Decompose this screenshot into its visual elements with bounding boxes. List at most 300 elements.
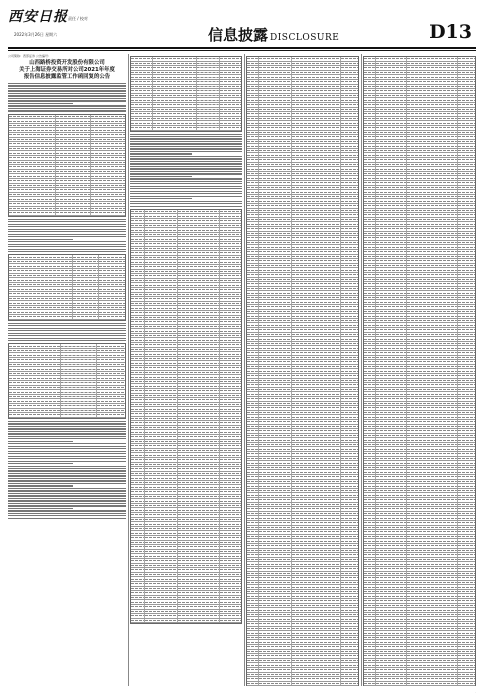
table-cell	[9, 395, 61, 399]
table-cell	[292, 144, 341, 148]
table-cell	[56, 188, 91, 192]
table-cell	[131, 112, 153, 116]
table-cell	[364, 305, 376, 309]
table-cell	[376, 668, 407, 672]
table-cell	[458, 388, 475, 392]
table-cell	[458, 507, 475, 511]
table-cell	[247, 443, 259, 447]
table-cell	[292, 663, 341, 667]
table-cell	[458, 204, 475, 208]
table-cell	[259, 163, 292, 167]
table-cell	[458, 452, 475, 456]
table-cell	[292, 121, 341, 125]
table-cell	[376, 604, 407, 608]
table-cell	[458, 351, 475, 355]
table-cell	[458, 457, 475, 461]
table-cell	[376, 392, 407, 396]
table-cell	[292, 553, 341, 557]
table-cell	[259, 457, 292, 461]
table-cell	[178, 495, 220, 499]
table-cell	[56, 179, 91, 183]
table-cell	[178, 352, 220, 356]
table-cell	[220, 98, 241, 102]
table-cell	[292, 314, 341, 318]
table-cell	[220, 513, 241, 517]
table-cell	[407, 314, 458, 318]
table-cell	[131, 279, 145, 283]
table-cell	[145, 375, 178, 379]
table-cell	[292, 135, 341, 139]
table-cell	[178, 334, 220, 338]
table-cell	[145, 495, 178, 499]
table-cell	[259, 622, 292, 626]
table-cell	[458, 415, 475, 419]
table-cell	[407, 682, 458, 686]
table-cell	[341, 544, 358, 548]
table-cell	[407, 163, 458, 167]
table-cell	[376, 365, 407, 369]
table-cell	[292, 512, 341, 516]
table-cell	[259, 333, 292, 337]
table-cell	[145, 467, 178, 471]
table-cell	[292, 291, 341, 295]
table-cell	[458, 627, 475, 631]
table-cell	[376, 608, 407, 612]
table-cell	[56, 161, 91, 165]
table-cell	[178, 325, 220, 329]
table-cell	[292, 140, 341, 144]
table-cell	[458, 549, 475, 553]
table-cell	[131, 467, 145, 471]
table-cell	[259, 654, 292, 658]
table-cell	[91, 193, 125, 197]
table-cell	[145, 504, 178, 508]
table-cell	[247, 264, 259, 268]
table-cell	[247, 319, 259, 323]
table-cell	[145, 472, 178, 476]
table-cell	[341, 369, 358, 373]
text-line	[8, 436, 126, 437]
table-cell	[376, 199, 407, 203]
table-cell	[407, 356, 458, 360]
text-line	[130, 151, 242, 152]
table-cell	[292, 461, 341, 465]
data-table	[8, 254, 126, 320]
table-cell	[341, 608, 358, 612]
table-cell	[61, 395, 96, 399]
table-cell	[153, 126, 197, 130]
table-cell	[247, 314, 259, 318]
table-cell	[259, 581, 292, 585]
table-cell	[220, 531, 241, 535]
table-cell	[376, 62, 407, 66]
table-cell	[247, 163, 259, 167]
table-cell	[197, 112, 219, 116]
data-table	[8, 343, 126, 419]
table-cell	[247, 333, 259, 337]
table-cell	[220, 366, 241, 370]
table-cell	[364, 218, 376, 222]
table-cell	[407, 66, 458, 70]
table-cell	[220, 577, 241, 581]
table-cell	[131, 224, 145, 228]
table-cell	[247, 236, 259, 240]
table-cell	[178, 490, 220, 494]
table-cell	[247, 259, 259, 263]
text-line	[130, 163, 242, 164]
table-cell	[407, 498, 458, 502]
table-cell	[259, 498, 292, 502]
table-cell	[220, 302, 241, 306]
table-cell	[247, 144, 259, 148]
text-line	[8, 498, 126, 499]
table-cell	[145, 453, 178, 457]
table-cell	[178, 463, 220, 467]
table-cell	[220, 394, 241, 398]
table-cell	[292, 668, 341, 672]
table-cell	[364, 438, 376, 442]
table-cell	[376, 112, 407, 116]
table-cell	[220, 380, 241, 384]
table-cell	[131, 412, 145, 416]
table-cell	[292, 328, 341, 332]
table-cell	[341, 457, 358, 461]
table-cell	[407, 512, 458, 516]
table-cell	[407, 365, 458, 369]
table-cell	[220, 66, 241, 70]
table-cell	[376, 567, 407, 571]
table-cell	[259, 282, 292, 286]
table-cell	[197, 57, 219, 61]
table-cell	[407, 480, 458, 484]
table-cell	[458, 447, 475, 451]
table-cell	[178, 476, 220, 480]
table-cell	[131, 463, 145, 467]
table-cell	[407, 121, 458, 125]
table-cell	[247, 103, 259, 107]
table-cell	[56, 211, 91, 215]
table-cell	[292, 163, 341, 167]
table-cell	[364, 530, 376, 534]
table-cell	[458, 296, 475, 300]
table-cell	[292, 420, 341, 424]
table-cell	[91, 156, 125, 160]
table-cell	[341, 351, 358, 355]
table-cell	[341, 572, 358, 576]
table-cell	[292, 305, 341, 309]
table-cell	[247, 503, 259, 507]
table-cell	[341, 360, 358, 364]
table-cell	[9, 147, 56, 151]
table-cell	[364, 617, 376, 621]
table-cell	[259, 167, 292, 171]
table-cell	[247, 682, 259, 686]
table-cell	[376, 360, 407, 364]
table-cell	[292, 218, 341, 222]
table-cell	[131, 237, 145, 241]
table-cell	[364, 213, 376, 217]
table-cell	[145, 283, 178, 287]
table-cell	[341, 227, 358, 231]
table-cell	[178, 550, 220, 554]
table-cell	[341, 278, 358, 282]
text-line	[130, 148, 242, 149]
table-cell	[341, 549, 358, 553]
table-cell	[376, 204, 407, 208]
text-line	[8, 226, 126, 227]
table-cell	[131, 564, 145, 568]
table-cell	[153, 121, 197, 125]
table-cell	[145, 270, 178, 274]
table-cell	[292, 57, 341, 61]
table-cell	[247, 186, 259, 190]
table-cell	[131, 573, 145, 577]
table-cell	[458, 236, 475, 240]
table-cell	[292, 232, 341, 236]
table-cell	[292, 167, 341, 171]
table-cell	[247, 663, 259, 667]
table-cell	[197, 85, 219, 89]
table-cell	[220, 80, 241, 84]
table-cell	[292, 631, 341, 635]
table-cell	[131, 233, 145, 237]
table-cell	[9, 197, 56, 201]
table-cell	[153, 66, 197, 70]
table-cell	[292, 466, 341, 470]
table-cell	[292, 457, 341, 461]
table-cell	[407, 392, 458, 396]
table-cell	[376, 140, 407, 144]
table-cell	[178, 518, 220, 522]
table-cell	[61, 372, 96, 376]
table-cell	[247, 512, 259, 516]
table-cell	[376, 544, 407, 548]
table-cell	[458, 227, 475, 231]
table-cell	[259, 204, 292, 208]
table-cell	[341, 62, 358, 66]
table-cell	[341, 80, 358, 84]
table-cell	[56, 151, 91, 155]
table-cell	[407, 186, 458, 190]
table-cell	[458, 163, 475, 167]
table-cell	[220, 541, 241, 545]
table-cell	[376, 89, 407, 93]
table-cell	[341, 300, 358, 304]
table-cell	[364, 131, 376, 135]
table-cell	[376, 480, 407, 484]
table-cell	[145, 329, 178, 333]
table-cell	[220, 75, 241, 79]
table-cell	[376, 287, 407, 291]
table-cell	[247, 452, 259, 456]
table-cell	[56, 170, 91, 174]
table-cell	[91, 151, 125, 155]
table-cell	[247, 567, 259, 571]
table-cell	[153, 98, 197, 102]
table-cell	[259, 613, 292, 617]
table-cell	[341, 255, 358, 259]
table-cell	[178, 288, 220, 292]
table-cell	[247, 218, 259, 222]
table-cell	[61, 399, 96, 403]
table-cell	[247, 62, 259, 66]
table-cell	[364, 388, 376, 392]
table-cell	[131, 121, 153, 125]
table-cell	[364, 640, 376, 644]
table-cell	[376, 470, 407, 474]
table-cell	[145, 421, 178, 425]
table-cell	[247, 392, 259, 396]
table-cell	[247, 356, 259, 360]
table-cell	[292, 85, 341, 89]
table-cell	[259, 112, 292, 116]
table-cell	[376, 319, 407, 323]
table-cell	[341, 259, 358, 263]
text-line	[8, 505, 126, 506]
table-cell	[247, 89, 259, 93]
table-cell	[145, 320, 178, 324]
table-cell	[292, 507, 341, 511]
table-cell	[247, 530, 259, 534]
table-cell	[376, 328, 407, 332]
table-cell	[247, 539, 259, 543]
table-cell	[364, 236, 376, 240]
table-cell	[145, 306, 178, 310]
table-cell	[292, 66, 341, 70]
table-cell	[458, 613, 475, 617]
table-cell	[220, 444, 241, 448]
text-line	[8, 495, 126, 496]
table-cell	[341, 627, 358, 631]
table-cell	[259, 149, 292, 153]
table-cell	[376, 333, 407, 337]
text-line	[8, 480, 126, 481]
table-cell	[407, 493, 458, 497]
table-cell	[376, 617, 407, 621]
table-cell	[131, 490, 145, 494]
text-line	[8, 470, 126, 471]
table-cell	[9, 128, 56, 132]
table-cell	[407, 470, 458, 474]
table-cell	[407, 452, 458, 456]
table-cell	[364, 659, 376, 663]
table-cell	[259, 140, 292, 144]
table-cell	[220, 481, 241, 485]
table-cell	[341, 663, 358, 667]
table-cell	[99, 269, 125, 273]
table-cell	[247, 195, 259, 199]
column-divider	[128, 54, 129, 686]
table-cell	[407, 144, 458, 148]
table-cell	[247, 222, 259, 226]
table-cell	[407, 131, 458, 135]
table-cell	[407, 360, 458, 364]
table-cell	[341, 434, 358, 438]
table-cell	[341, 558, 358, 562]
table-cell	[364, 622, 376, 626]
table-cell	[178, 499, 220, 503]
table-cell	[364, 668, 376, 672]
table-cell	[376, 80, 407, 84]
table-cell	[407, 567, 458, 571]
table-cell	[292, 287, 341, 291]
table-cell	[458, 617, 475, 621]
table-cell	[341, 521, 358, 525]
table-cell	[9, 138, 56, 142]
column-1-body	[8, 83, 126, 519]
table-cell	[145, 596, 178, 600]
table-cell	[259, 314, 292, 318]
table-cell	[364, 62, 376, 66]
table-cell	[131, 417, 145, 421]
table-cell	[292, 131, 341, 135]
table-cell	[247, 650, 259, 654]
table-cell	[259, 273, 292, 277]
table-cell	[364, 227, 376, 231]
table-cell	[292, 411, 341, 415]
table-cell	[458, 493, 475, 497]
table-cell	[364, 94, 376, 98]
table-cell	[220, 297, 241, 301]
table-cell	[364, 167, 376, 171]
table-cell	[292, 259, 341, 263]
table-cell	[376, 663, 407, 667]
table-cell	[407, 530, 458, 534]
table-cell	[407, 562, 458, 566]
table-cell	[407, 346, 458, 350]
table-cell	[73, 255, 99, 259]
table-cell	[364, 255, 376, 259]
table-cell	[73, 306, 99, 310]
table-cell	[292, 245, 341, 249]
table-cell	[61, 363, 96, 367]
text-line	[8, 325, 126, 326]
table-cell	[153, 89, 197, 93]
table-cell	[341, 470, 358, 474]
table-cell	[341, 613, 358, 617]
table-cell	[145, 614, 178, 618]
table-cell	[131, 407, 145, 411]
table-cell	[364, 415, 376, 419]
table-cell	[145, 412, 178, 416]
table-cell	[292, 342, 341, 346]
table-cell	[145, 242, 178, 246]
table-cell	[376, 71, 407, 75]
table-cell	[292, 475, 341, 479]
table-cell	[407, 415, 458, 419]
table-cell	[220, 214, 241, 218]
table-cell	[259, 374, 292, 378]
table-cell	[458, 259, 475, 263]
table-cell	[259, 553, 292, 557]
table-cell	[131, 57, 153, 61]
table-cell	[292, 654, 341, 658]
table-cell	[292, 530, 341, 534]
table-cell	[178, 435, 220, 439]
table-cell	[197, 126, 219, 130]
table-cell	[56, 193, 91, 197]
table-cell	[341, 305, 358, 309]
table-cell	[364, 360, 376, 364]
table-cell	[153, 112, 197, 116]
table-cell	[292, 673, 341, 677]
table-cell	[292, 640, 341, 644]
table-cell	[292, 153, 341, 157]
table-cell	[259, 131, 292, 135]
table-cell	[220, 430, 241, 434]
table-cell	[341, 158, 358, 162]
table-cell	[178, 283, 220, 287]
